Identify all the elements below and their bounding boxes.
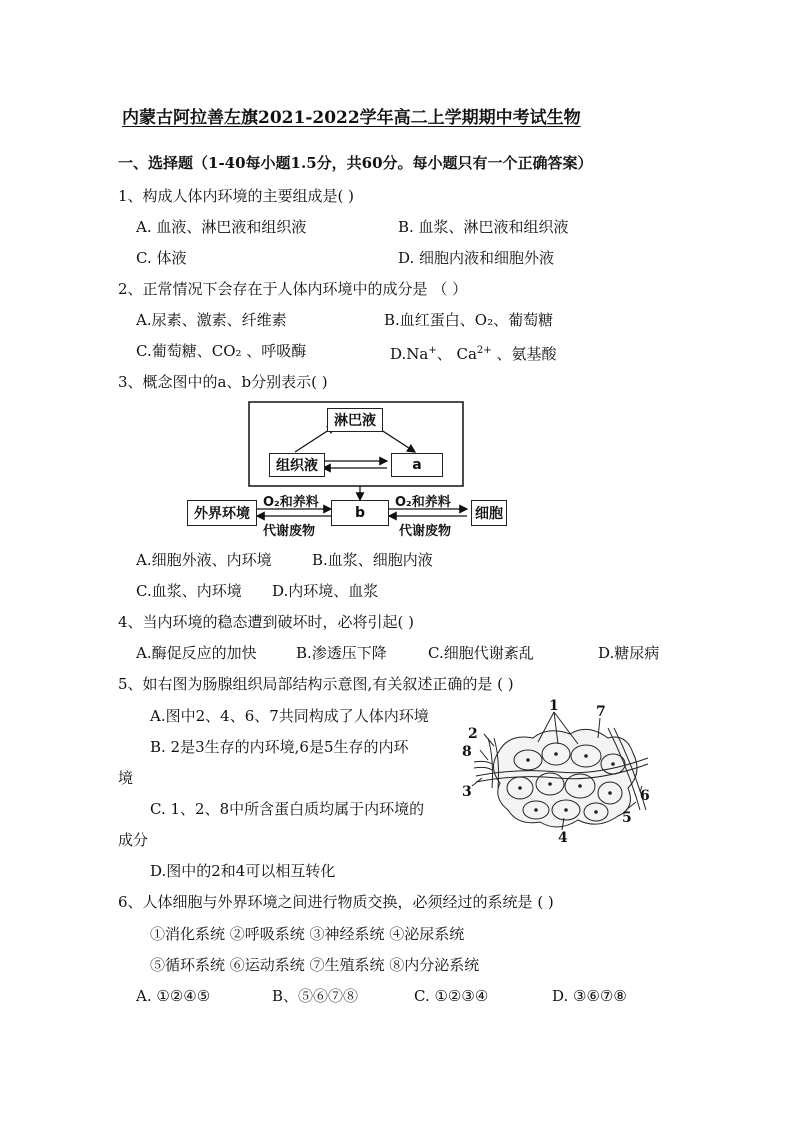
question-5-option-b-line2: 境 (118, 769, 134, 787)
question-5-option-b-line1: B. 2是3生存的内环境,6是5生存的内环 (150, 738, 409, 756)
question-1-option-a: A. 血液、淋巴液和组织液 (136, 218, 307, 236)
question-5-option-a: A.图中2、4、6、7共同构成了人体内环境 (150, 707, 429, 725)
question-3-option-c: C.血浆、内环境 (136, 582, 242, 600)
figure-label-8: 8 (462, 744, 472, 760)
external-environment-box: 外界环境 (187, 500, 257, 526)
question-6-stem: 6、人体细胞与外界环境之间进行物质交换，必须经过的系统是 ( ) (118, 893, 554, 911)
question-5-stem: 5、如右图为肠腺组织局部结构示意图,有关叙述正确的是 ( ) (118, 675, 514, 693)
figure-label-6: 6 (640, 788, 650, 804)
node-a-box: a (391, 453, 443, 477)
question-4-option-d: D.糖尿病 (598, 644, 660, 662)
question-4-option-b: B.渗透压下降 (296, 644, 387, 662)
question-5-option-c-line2: 成分 (118, 831, 149, 849)
question-2-stem: 2、正常情况下会存在于人体内环境中的成分是 （ ） (118, 280, 468, 298)
question-5-option-c-line1: C. 1、2、8中所含蛋白质均属于内环境的 (150, 800, 425, 818)
figure-label-5: 5 (622, 810, 632, 826)
figure-label-2: 2 (468, 726, 478, 742)
question-4-option-a: A.酶促反应的加快 (136, 644, 257, 662)
figure-label-3: 3 (462, 784, 472, 800)
figure-label-7: 7 (596, 704, 606, 720)
intestinal-tissue-figure (458, 698, 660, 844)
question-1-option-b: B. 血浆、淋巴液和组织液 (398, 218, 569, 236)
question-1-stem: 1、构成人体内环境的主要组成是( ) (118, 187, 355, 205)
question-1-option-d: D. 细胞内液和细胞外液 (398, 249, 555, 267)
question-6-option-b: B、⑤⑥⑦⑧ (272, 987, 359, 1005)
question-3-stem: 3、概念图中的a、b分别表示( ) (118, 373, 328, 391)
question-6-systems-line2: ⑤循环系统 ⑥运动系统 ⑦生殖系统 ⑧内分泌系统 (150, 956, 480, 974)
question-3-option-b: B.血浆、细胞内液 (312, 551, 433, 569)
question-4-stem: 4、当内环境的稳态遭到破坏时，必将引起( ) (118, 613, 415, 631)
lymph-box: 淋巴液 (327, 408, 383, 432)
cell-box: 细胞 (471, 500, 507, 526)
section-header: 一、选择题（1-40每小题1.5分，共60分。每小题只有一个正确答案） (118, 154, 593, 172)
question-5-option-d: D.图中的2和4可以相互转化 (150, 862, 336, 880)
question-6-option-c: C. ①②③④ (414, 987, 489, 1005)
tissue-drawing (458, 698, 660, 844)
question-3-option-a: A.细胞外液、内环境 (136, 551, 272, 569)
figure-label-1: 1 (549, 698, 559, 714)
question-6-option-a: A. ①②④⑤ (136, 987, 211, 1005)
waste-label-right: 代谢废物 (399, 524, 452, 539)
figure-label-4: 4 (558, 830, 568, 844)
question-4-option-c: C.细胞代谢紊乱 (428, 644, 534, 662)
page-title: 内蒙古阿拉善左旗2021-2022学年高二上学期期中考试生物 (122, 108, 581, 128)
question-2-option-c: C.葡萄糖、CO₂ 、呼吸酶 (136, 342, 307, 360)
concept-diagram (185, 398, 505, 539)
question-2-option-a: A.尿素、激素、纤维素 (136, 311, 287, 329)
question-6-option-d: D. ③⑥⑦⑧ (552, 987, 627, 1005)
node-b-box: b (331, 500, 389, 526)
waste-label-left: 代谢废物 (263, 524, 316, 539)
question-1-option-c: C. 体液 (136, 249, 187, 267)
question-2-option-b: B.血红蛋白、O₂、葡萄糖 (384, 311, 554, 329)
o2-nutrient-label-right: O₂和养料 (395, 495, 451, 510)
o2-nutrient-label-left: O₂和养料 (263, 495, 319, 510)
tissue-fluid-box: 组织液 (269, 453, 325, 477)
question-2-option-d: D.Na+、 $Ca^{2+}$ 、氨基酸 (390, 345, 557, 363)
question-3-option-d: D.内环境、血浆 (272, 582, 379, 600)
question-6-systems-line1: ①消化系统 ②呼吸系统 ③神经系统 ④泌尿系统 (150, 925, 465, 943)
